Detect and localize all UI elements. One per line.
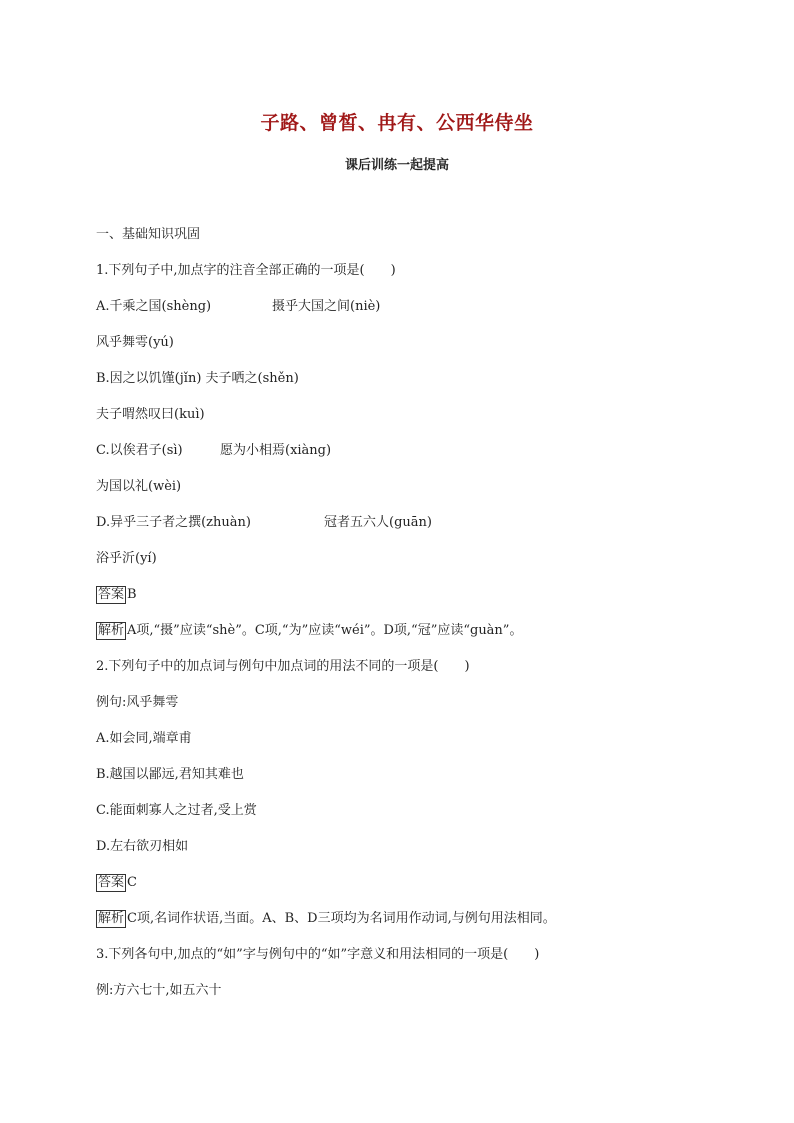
q3-example: 例:方六七十,如五六十 [96,983,222,998]
section-heading: 一、基础知识巩固 [96,227,201,242]
q2-analysis [96,910,556,928]
q1-option-c-part1: C.以俟君子(sì) [96,443,183,458]
q1-option-a-part1: A.千乘之国(shèng) [96,299,212,314]
q2-example: 例句:风乎舞雩 [96,695,179,710]
q1-option-b-line2: 夫子喟然叹曰(kuì) [96,407,205,422]
q1-option-d-line1 [96,514,432,532]
q1-option-d-line2: 浴乎沂(yí) [96,551,157,566]
q1-answer-value: B [127,587,137,602]
q2-option-b: B.越国以鄙远,君知其难也 [96,767,244,782]
q1-option-b-line1: B.因之以饥馑(jǐn) 夫子哂之(shěn) [96,371,299,386]
q2-option-d: D.左右欲刃相如 [96,839,189,854]
q1-answer [96,586,137,604]
q1-option-d-part1: D.异乎三子者之撰(zhuàn) [96,515,251,530]
analysis-label-box: 解析 [98,911,125,926]
q1-option-c-line2: 为国以礼(wèi) [96,479,182,494]
answer-label-box: 答案 [98,587,125,602]
q1-option-a-line2: 风乎舞雩(yú) [96,335,174,350]
q2-stem: 2.下列句子中的加点词与例句中加点词的用法不同的一项是( ) [96,659,470,674]
q1-option-c-line1 [96,442,332,460]
q2-option-c: C.能面刺寡人之过者,受上赏 [96,803,257,818]
document-title: 子路、曾皙、冉有、公西华侍坐 [260,112,534,134]
document-subtitle: 课后训练一起提高 [344,158,449,173]
q2-answer-value: C [127,875,137,890]
q1-analysis-text: A项,“摄”应读“shè”。C项,“为”应读“wéi”。D项,“冠”应读“guàn”。 [127,623,523,638]
analysis-label-box: 解析 [98,623,125,638]
q2-option-a: A.如会同,端章甫 [96,731,192,746]
q1-option-a-part2: 摄乎大国之间(niè) [272,299,381,314]
q1-option-c-part2: 愿为小相焉(xiàng) [220,443,332,458]
q1-option-d-part2: 冠者五六人(guān) [324,515,432,530]
q2-analysis-text: C项,名词作状语,当面。A、B、D三项均为名词用作动词,与例句用法相同。 [127,911,556,926]
q1-analysis [96,622,522,640]
q2-answer [96,874,137,892]
q1-option-a-line1 [96,298,381,316]
q3-stem: 3.下列各句中,加点的“如”字与例句中的“如”字意义和用法相同的一项是( ) [96,947,540,962]
q1-stem: 1.下列句子中,加点字的注音全部正确的一项是( ) [96,263,396,278]
answer-label-box: 答案 [98,875,125,890]
